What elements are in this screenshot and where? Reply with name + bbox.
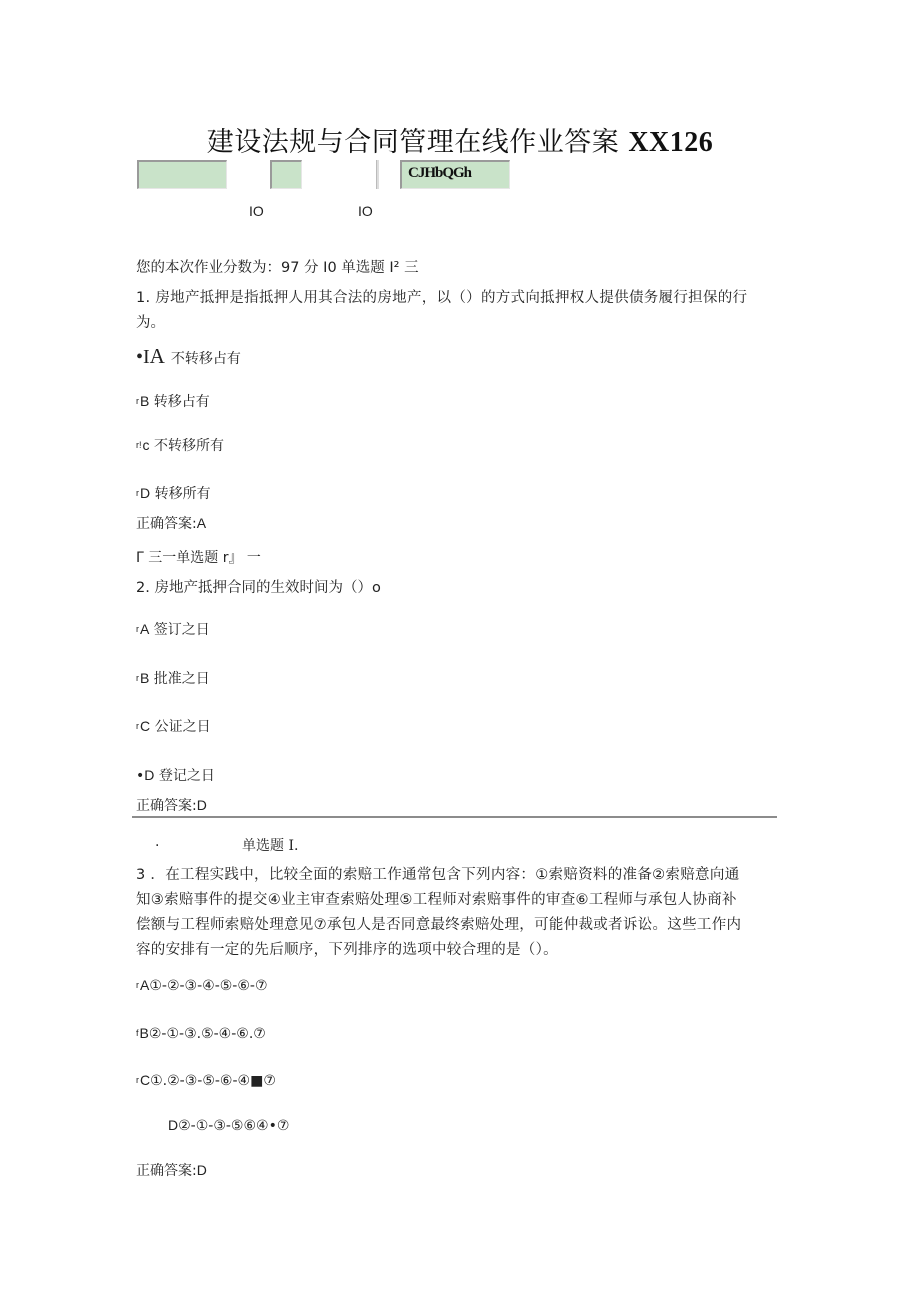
question-2-text: 2. 房地产抵押合同的生效时间为（）o	[136, 580, 381, 596]
option-text: 不转移所有	[153, 438, 224, 454]
score-line: 您的本次作业分数为：97 分 I0 单选题 I² 三	[136, 260, 419, 276]
option-letter: B	[139, 1025, 149, 1041]
option-letter: D	[168, 1117, 179, 1133]
header-field-box-1	[137, 160, 227, 189]
option-text: 转移所有	[154, 486, 211, 502]
answer-label: 正确答案:	[136, 798, 197, 814]
section-divider	[132, 816, 777, 818]
question-3-option-a[interactable]	[136, 975, 268, 996]
option-letter: D	[140, 485, 151, 501]
option-text: ①.②-③-⑤-⑥-④■⑦	[150, 1073, 276, 1089]
radio-icon: r	[136, 624, 139, 634]
answer-value: D	[196, 1162, 207, 1178]
title-text: 建设法规与合同管理在线作业答案	[206, 127, 620, 158]
question-2-section-header: Γ 三一单选题 r』 一	[136, 550, 261, 566]
answer-label: 正确答案:	[136, 1163, 197, 1179]
question-2-option-d[interactable]	[136, 765, 215, 786]
selected-radio-icon: •	[136, 768, 145, 784]
header-field-separator	[376, 160, 379, 189]
option-text: 不转移占有	[170, 351, 241, 367]
radio-icon: r	[136, 673, 139, 683]
header-field-box-2	[270, 160, 302, 189]
header-field-box-3-text: CJHbQGh	[408, 165, 472, 181]
radio-icon: f	[136, 1028, 139, 1038]
question-1-option-c[interactable]	[136, 435, 224, 456]
radio-icon: r!	[136, 440, 142, 450]
option-text: 转移占有	[153, 394, 210, 410]
question-3-option-c[interactable]	[136, 1070, 276, 1091]
radio-icon: r	[136, 721, 139, 731]
question-3-text-line-3: 偿额与工程师索赔处理意见⑦承包人是否同意最终索赔处理，可能仲裁或者诉讼。这些工作内	[136, 917, 742, 933]
document-title	[0, 120, 920, 159]
question-3-section-bullet: ·	[155, 838, 160, 854]
radio-icon: r	[136, 396, 139, 406]
option-letter: C	[140, 1072, 151, 1088]
header-label-2: IO	[358, 203, 373, 219]
option-letter: c	[142, 437, 150, 453]
option-letter: B	[140, 393, 150, 409]
selected-radio-icon: •I	[136, 346, 150, 368]
title-code: XX126	[628, 127, 714, 158]
option-text: 签订之日	[153, 622, 210, 638]
question-3-option-b[interactable]	[136, 1023, 266, 1044]
question-1-option-a[interactable]	[136, 343, 241, 372]
option-letter: A	[140, 977, 150, 993]
question-3-text-line-4: 容的安排有一定的先后顺序，下列排序的选项中较合理的是（）。	[136, 942, 558, 958]
question-2-option-c[interactable]	[136, 716, 211, 737]
question-2-option-b[interactable]	[136, 668, 210, 689]
question-1-answer	[136, 513, 206, 534]
answer-value: A	[196, 515, 207, 531]
option-letter: C	[140, 718, 151, 734]
option-letter: A	[149, 344, 165, 368]
header-label-1: IO	[249, 203, 264, 219]
option-text: 公证之日	[154, 719, 211, 735]
question-2-answer	[136, 795, 207, 816]
option-letter: B	[140, 670, 150, 686]
question-3-section-header: 单选题 I.	[242, 838, 299, 854]
question-3-answer	[136, 1160, 207, 1181]
question-3-text-line-2: 知③索赔事件的提交④业主审查索赔处理⑤工程师对索赔事件的审查⑥工程师与承包人协商补	[136, 892, 737, 908]
radio-icon: r	[136, 1075, 139, 1085]
header-field-box-3	[400, 160, 510, 189]
question-1-text-line-1: 1. 房地产抵押是指抵押人用其合法的房地产，以（）的方式向抵押权人提供债务履行担保的行	[136, 290, 748, 306]
question-2-option-a[interactable]	[136, 619, 210, 640]
radio-icon: r	[136, 488, 139, 498]
option-text: 批准之日	[153, 671, 210, 687]
option-text: 登记之日	[158, 768, 215, 784]
answer-value: D	[196, 797, 207, 813]
radio-icon: r	[136, 980, 139, 990]
question-1-text-line-2: 为。	[136, 315, 165, 331]
question-3-text-line-1: 3 ．在工程实践中，比较全面的索赔工作通常包含下列内容：①索赔资料的准备②索赔意向通	[136, 867, 740, 883]
option-text: ②-①-③-⑤⑥④•⑦	[178, 1118, 290, 1134]
answer-label: 正确答案:	[136, 516, 197, 532]
option-text: ②-①-③.⑤-④-⑥.⑦	[148, 1026, 266, 1042]
option-text: ①-②-③-④-⑤-⑥-⑦	[149, 978, 268, 994]
question-1-option-b[interactable]	[136, 391, 210, 412]
option-letter: D	[144, 767, 155, 783]
option-letter: A	[140, 621, 150, 637]
question-1-option-d[interactable]	[136, 483, 211, 504]
question-3-option-d[interactable]	[167, 1115, 289, 1136]
